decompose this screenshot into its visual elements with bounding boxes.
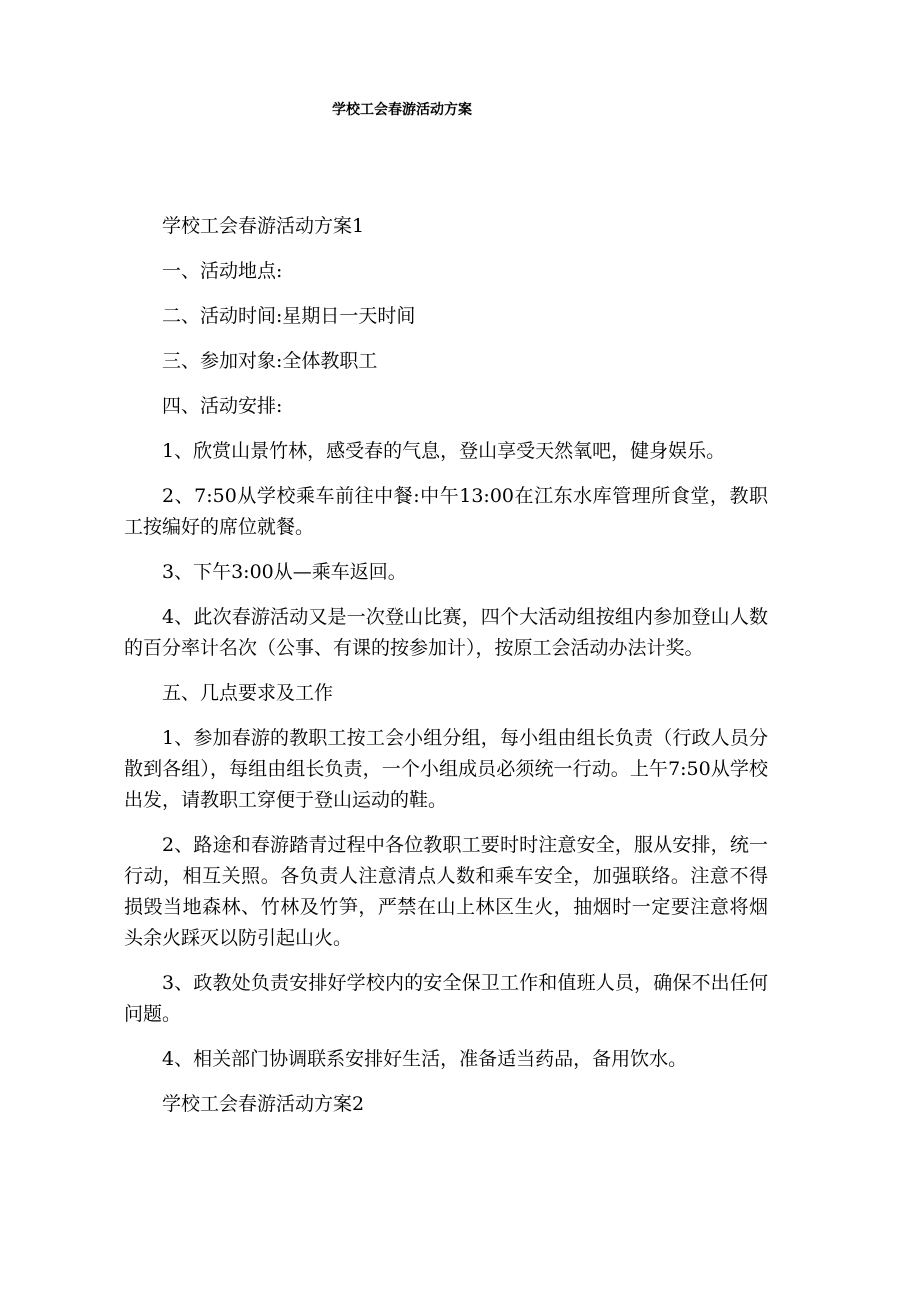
paragraph-activity-time: 二、活动时间:星期日一天时间 [162, 305, 416, 327]
paragraph-activity-location: 一、活动地点: [162, 260, 283, 282]
paragraph-requirement-2: 2、路途和春游踏青过程中各位教职工要时时注意安全，服从安排，统一行动，相互关照。各负责人注意清点人数和乘车安全，加强联络。注意不得损毁当地森林、竹林及竹笋，严禁在山上林区生火，抽烟时一定要注意将烟头余火踩灭以防引起山火。 [124, 834, 768, 949]
paragraph-requirement-3: 3、政教处负责安排好学校内的安全保卫工作和值班人员，确保不出任何问题。 [124, 972, 768, 1025]
paragraph-arrangement-4: 4、此次春游活动又是一次登山比赛，四个大活动组按组内参加登山人数的百分率计名次（公事、有课的按参加计），按原工会活动办法计奖。 [124, 606, 768, 659]
paragraph-requirement-1: 1、参加春游的教职工按工会小组分组，每小组由组长负责（行政人员分散到各组），每组由组长负责，一个小组成员必须统一行动。上午7:50从学校出发，请教职工穿便于登山运动的鞋。 [124, 727, 768, 811]
paragraph-participants: 三、参加对象:全体教职工 [162, 350, 378, 372]
document-body [124, 211, 768, 1134]
paragraph-arrangement-2: 2、7:50从学校乘车前往中餐:中午13:00在江东水库管理所食堂，教职工按编好的席位就餐。 [124, 485, 768, 538]
paragraph-requirement-4: 4、相关部门协调联系安排好生活，准备适当药品，备用饮水。 [162, 1048, 688, 1070]
section-heading-plan-2: 学校工会春游活动方案2 [162, 1093, 365, 1115]
section-heading-plan-1: 学校工会春游活动方案1 [162, 215, 365, 237]
document-title: 学校工会春游活动方案 [332, 102, 472, 118]
paragraph-arrangement-1: 1、欣赏山景竹林，感受春的气息，登山享受天然氧吧，健身娱乐。 [162, 440, 726, 462]
paragraph-arrangement-3: 3、下午3:00从—乘车返回。 [162, 561, 407, 583]
paragraph-activity-arrangement: 四、活动安排: [162, 395, 283, 417]
paragraph-requirements-heading: 五、几点要求及工作 [162, 682, 334, 704]
